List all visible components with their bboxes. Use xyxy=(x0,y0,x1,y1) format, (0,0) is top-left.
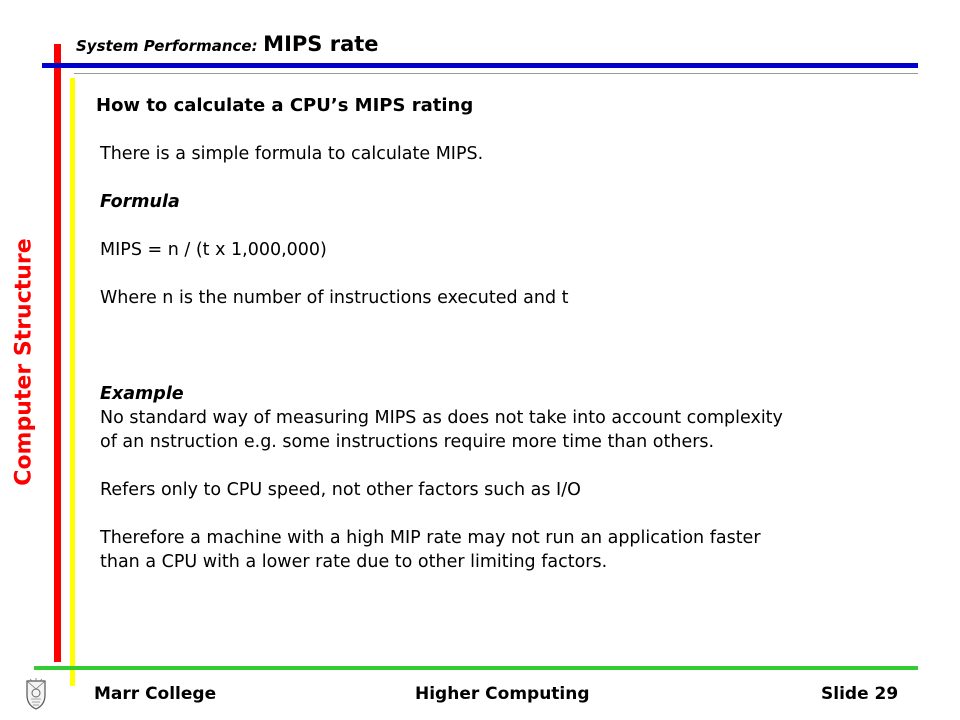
footer-slide-number: Slide 29 xyxy=(821,684,899,704)
red-vertical-bar xyxy=(54,44,61,662)
school-crest-icon xyxy=(24,677,48,711)
sidebar-label: Computer Structure xyxy=(11,238,37,486)
example-line-1: No standard way of measuring MIPS as does not take into account complexity xyxy=(100,408,783,428)
yellow-vertical-bar xyxy=(70,78,75,686)
slide-title-prefix: System Performance: xyxy=(76,37,258,55)
where-text: Where n is the number of instructions executed and t xyxy=(100,288,569,308)
slide-body xyxy=(100,142,912,574)
grey-header-rule xyxy=(74,73,918,74)
footer-college: Marr College xyxy=(94,684,217,704)
refers-text: Refers only to CPU speed, not other factors such as I/O xyxy=(100,480,581,500)
section-heading: How to calculate a CPU’s MIPS rating xyxy=(96,95,474,116)
slide-title-main: MIPS rate xyxy=(263,32,379,56)
example-label: Example xyxy=(100,384,184,404)
formula-text: MIPS = n / (t x 1,000,000) xyxy=(100,240,327,260)
slide-title xyxy=(76,32,379,56)
blue-header-rule xyxy=(42,63,918,68)
formula-label: Formula xyxy=(100,192,180,212)
footer-course: Higher Computing xyxy=(415,684,590,704)
green-footer-rule xyxy=(34,666,918,670)
intro-text: There is a simple formula to calculate MIPS. xyxy=(100,144,484,164)
example-line-2: of an nstruction e.g. some instructions require more time than others. xyxy=(100,432,715,452)
therefore-line-1: Therefore a machine with a high MIP rate may not run an application faster xyxy=(100,528,761,548)
therefore-line-2: than a CPU with a lower rate due to other limiting factors. xyxy=(100,552,608,572)
